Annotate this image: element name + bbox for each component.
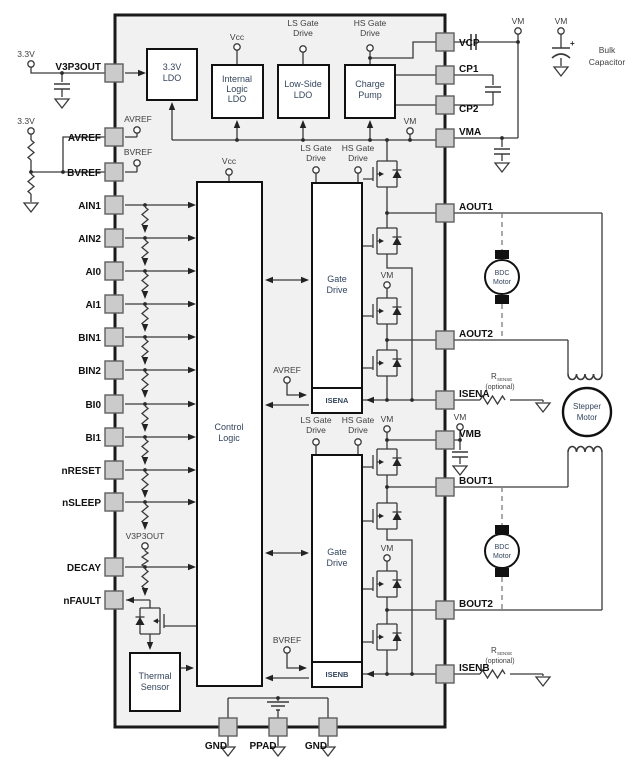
block-label: Gate — [327, 547, 347, 557]
block-label: Logic — [218, 433, 240, 443]
pin-aout2 — [436, 329, 493, 349]
avref-net-label: AVREF — [124, 114, 152, 124]
pin-label: AOUT2 — [459, 329, 493, 340]
pin-vma — [436, 127, 481, 147]
bvref-net-label: BVREF — [272, 635, 302, 645]
pin-label: PPAD — [249, 741, 277, 752]
pin-v3p3out — [55, 62, 123, 82]
pin-avref — [68, 128, 123, 146]
pin-bi0 — [85, 395, 123, 413]
bulk-cap-label: Capacitor — [588, 57, 626, 67]
ls-gate-label: Drive — [306, 425, 326, 435]
winding-a-icon — [568, 374, 602, 380]
pin-bout2 — [436, 599, 493, 619]
bdc-motor-a — [485, 250, 519, 304]
divider-resistor — [28, 174, 34, 194]
pin-label: BIN2 — [78, 366, 101, 377]
bdc-motor-b — [485, 525, 519, 577]
winding-b-icon — [568, 447, 602, 453]
hs-gate-label: HS Gate — [341, 143, 375, 153]
vcc-label: Vcc — [229, 32, 245, 42]
supply-label: 3.3V — [17, 49, 35, 59]
hs-gate-label: Drive — [348, 153, 368, 163]
pin-label: CP2 — [459, 104, 479, 115]
pin-aout1 — [436, 202, 493, 222]
rsense-subscript: SENSE — [497, 377, 513, 382]
block-label: Control — [214, 422, 244, 432]
capacitor — [54, 84, 70, 89]
block-label: Charge — [355, 79, 385, 89]
bulk-capacitor-icon — [552, 48, 570, 58]
pin-bin2 — [78, 361, 123, 379]
ls-gate-label: LS Gate — [300, 415, 332, 425]
pin-label: BVREF — [67, 168, 101, 179]
pin-label: BOUT2 — [459, 599, 493, 610]
supply-label: 3.3V — [17, 116, 35, 126]
motor-label: Motor — [493, 553, 511, 560]
pin-nfault — [63, 591, 123, 609]
block-label: Drive — [326, 285, 348, 295]
hs-gate-label: HS Gate — [353, 18, 387, 28]
block-label: Low-Side — [284, 79, 322, 89]
plus-sign: + — [570, 39, 575, 48]
ls-gate-label: Drive — [293, 28, 313, 38]
pin-isenb — [436, 663, 490, 683]
capacitor — [494, 149, 510, 154]
vm-label: VM — [403, 116, 417, 126]
vm-label: VM — [380, 414, 394, 424]
pin-ai0 — [85, 262, 123, 280]
hs-gate-label: Drive — [348, 425, 368, 435]
block-label: LDO — [162, 73, 182, 83]
vm-label: VM — [511, 16, 525, 26]
pin-ain1 — [78, 196, 123, 214]
pin-label: AI0 — [85, 267, 101, 278]
motor-label: Motor — [576, 413, 598, 422]
pin-label: V3P3OUT — [55, 62, 101, 73]
motor-label: BDC — [494, 544, 510, 551]
block-label: ISENB — [325, 670, 349, 679]
capacitor — [452, 452, 468, 457]
hs-gate-label: Drive — [360, 28, 380, 38]
motor-label: Stepper — [572, 402, 602, 411]
pin-label: ISENB — [459, 663, 490, 674]
vcc-label: Vcc — [221, 156, 237, 166]
pin-label: GND — [204, 741, 228, 752]
block-label: Internal — [221, 74, 253, 84]
ls-gate-label: Drive — [306, 153, 326, 163]
pin-label: BIN1 — [78, 333, 101, 344]
pin-label: nFAULT — [63, 596, 101, 607]
pin-label: nSLEEP — [62, 498, 101, 509]
block-label: Pump — [358, 90, 382, 100]
pin-vmb — [436, 429, 481, 449]
pin-label: nRESET — [61, 466, 101, 477]
pin-label: AIN2 — [78, 234, 101, 245]
pin-bin1 — [78, 328, 123, 346]
pin-ai1 — [85, 295, 123, 313]
pin-bvref — [67, 163, 123, 181]
rsense-subscript: SENSE — [497, 651, 513, 656]
rsense-symbol: R — [491, 646, 497, 655]
divider-resistor — [28, 140, 34, 160]
vm-label: VM — [380, 270, 394, 280]
pin-label: AIN1 — [78, 201, 101, 212]
vm-label: VM — [453, 412, 467, 422]
pin-label: AVREF — [67, 133, 101, 144]
bvref-net-label: BVREF — [123, 147, 153, 157]
ls-gate-label: LS Gate — [287, 18, 319, 28]
block-label: Logic — [226, 84, 248, 94]
motor-label: BDC — [494, 270, 510, 277]
rsense-b-label — [485, 646, 514, 665]
block-label: Thermal — [138, 671, 172, 681]
v3p3out-net-label: V3P3OUT — [125, 531, 165, 541]
capacitor — [485, 87, 501, 92]
pin-label: AI1 — [85, 300, 101, 311]
pin-label: CP1 — [459, 64, 479, 75]
pin-label: GND — [304, 741, 328, 752]
block-label: 3.3V — [162, 62, 182, 72]
hs-gate-label: HS Gate — [341, 415, 375, 425]
pin-nreset — [62, 461, 123, 479]
pin-label: ISENA — [459, 389, 490, 400]
pin-label: BI1 — [85, 433, 101, 444]
rsense-a-label — [485, 372, 514, 391]
pin-label: AOUT1 — [459, 202, 493, 213]
left-pins — [55, 62, 123, 609]
pin-ain2 — [78, 229, 123, 247]
block-label: LDO — [293, 90, 313, 100]
pin-label: BI0 — [85, 400, 101, 411]
ls-gate-label: LS Gate — [300, 143, 332, 153]
pin-label: DECAY — [66, 563, 101, 574]
block-label: Drive — [326, 558, 348, 568]
block-label: Gate — [327, 274, 347, 284]
pin-label: VMB — [459, 429, 482, 440]
pin-label: VCP — [459, 38, 480, 49]
avref-net-label: AVREF — [273, 365, 301, 375]
bulk-cap-label: Bulk — [598, 45, 616, 55]
rsense-note: (optional) — [485, 658, 515, 665]
pin-decay — [67, 558, 123, 576]
bulk-capacitor — [570, 39, 625, 67]
pin-bout1 — [436, 476, 493, 496]
rsense-note: (optional) — [485, 384, 515, 391]
motor-label: Motor — [493, 279, 511, 286]
stepper-motor — [563, 374, 611, 452]
pin-cp1 — [436, 64, 479, 84]
rsense-symbol: R — [491, 372, 497, 381]
vm-label: VM — [380, 543, 394, 553]
block-label: ISENA — [325, 396, 349, 405]
pin-label: BOUT1 — [459, 476, 493, 487]
block-label: LDO — [227, 94, 247, 104]
pin-label: VMA — [459, 127, 482, 138]
block-label: Sensor — [140, 682, 170, 692]
pin-nsleep — [62, 493, 123, 511]
vm-label: VM — [554, 16, 568, 26]
pin-isena — [436, 389, 490, 409]
pin-bi1 — [85, 428, 123, 446]
